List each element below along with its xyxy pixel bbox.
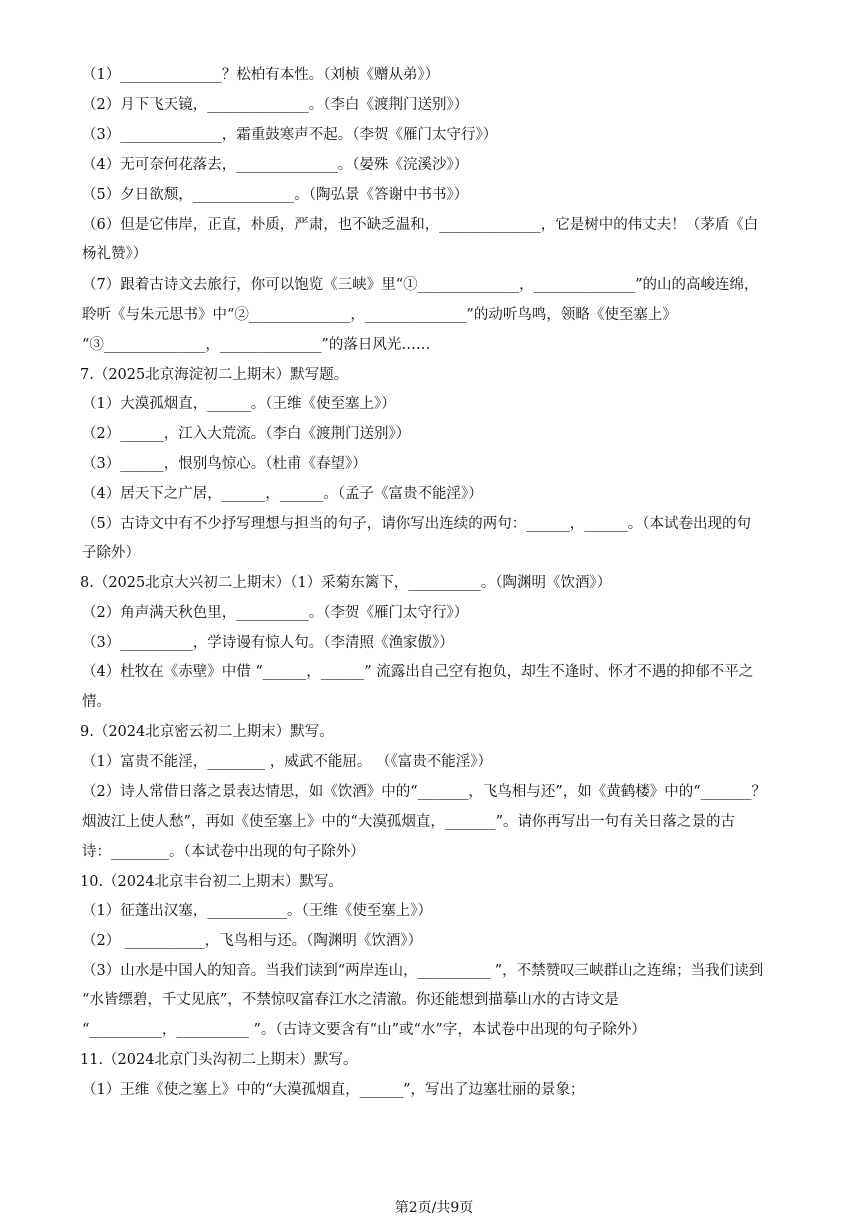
q7-item-3: （3）______，恨别鸟惊心。（杜甫《春望》）	[82, 456, 367, 472]
q9-item-1: （1）富贵不能淫，________ ，威武不能屈。 （《富贵不能淫》）	[82, 754, 492, 770]
q6-item-6: （6）但是它伟岸，正直，朴质，严肃，也不缺乏温和，______________，它是树中的伟丈夫！（茅盾《白	[82, 217, 759, 233]
q9-item-2-cont: 烟波江上使人愁”，再如《使至塞上》中的“大漠孤烟直，_______”。请你再写出一句有关日落之景的古	[82, 814, 735, 830]
q7-item-2: （2）______，江入大荒流。（李白《渡荆门送别》）	[82, 426, 411, 442]
q9-item-2-cont2: 诗：________。（本试卷中出现的句子除外）	[82, 844, 365, 860]
q6-item-7-cont: 聆听《与朱元思书》中“②______________，______________”的动听鸟鸣，领略《使至塞上》	[82, 307, 677, 323]
q8-item-2: （2）角声满天秋色里，__________。（李贺《雁门太守行》）	[82, 605, 469, 621]
q10-item-1: （1）征蓬出汉塞，___________。（王维《使至塞上》）	[82, 903, 432, 919]
q6-item-3: （3）______________，霜重鼓寒声不起。（李贺《雁门太守行》）	[82, 127, 498, 143]
q10-item-3-cont: “水皆缥碧，千丈见底”，不禁惊叹富春江水之清澈。你还能想到描摹山水的古诗文是	[82, 992, 619, 1008]
question-10-heading: 10.（2024北京丰台初二上期末）默写。	[80, 874, 343, 890]
q10-item-2: （2） ___________，飞鸟相与还。（陶渊明《饮酒》）	[82, 933, 423, 949]
q7-item-5: （5）古诗文中有不少抒写理想与担当的句子，请你写出连续的两句：______，______。（本试卷出现的句	[82, 516, 751, 532]
q6-item-2: （2）月下飞天镜，______________。（李白《渡荆门送别》）	[82, 97, 469, 113]
question-11-heading: 11.（2024北京门头沟初二上期末）默写。	[80, 1052, 358, 1068]
q7-item-5-cont: 子除外）	[82, 545, 140, 561]
q8-item-4: （4）杜牧在《赤壁》中借 “______，______” 流露出自己空有抱负，却生不逢时、怀才不遇的抑郁不平之	[82, 664, 754, 680]
page-footer: 第2页/共9页	[394, 1200, 474, 1216]
q10-item-3: （3）山水是中国人的知音。当我们读到“两岸连山，__________ ”，不禁赞叹三峡群山之连绵；当我们读到	[82, 963, 764, 979]
q8-item-3: （3）__________，学诗谩有惊人句。（李清照《渔家傲》）	[82, 635, 454, 651]
q6-item-6-cont: 杨礼赞》）	[82, 246, 148, 262]
q10-item-3-cont2: “__________，__________ ”。（古诗文要含有“山”或“水”字，本试卷中出现的句子除外）	[82, 1022, 646, 1038]
q6-item-1: （1）______________？松柏有本性。（刘桢《赠从弟》）	[82, 67, 440, 83]
q7-item-4: （4）居天下之广居，______，______。（孟子《富贵不能淫》）	[82, 486, 483, 502]
question-8-heading: 8.（2025北京大兴初二上期末）（1）采菊东篱下，__________。（陶渊明《饮酒》）	[80, 575, 612, 591]
q7-item-1: （1）大漠孤烟直，______。（王维《使至塞上》）	[82, 396, 396, 412]
question-9-heading: 9.（2024北京密云初二上期末）默写。	[80, 724, 334, 740]
question-7-heading: 7.（2025北京海淀初二上期末）默写题。	[80, 367, 349, 383]
q8-item-4-cont: 情。	[82, 694, 111, 710]
q9-item-2: （2）诗人常借日落之景表达情思，如《饮酒》中的“_______，飞鸟相与还”，如《黄鹤楼》中的“_______？	[82, 784, 766, 800]
q6-item-4: （4）无可奈何花落去，______________。（晏殊《浣溪沙》）	[82, 157, 469, 173]
q6-item-5: （5）夕日欲颓，______________。（陶弘景《答谢中书书》）	[82, 187, 469, 203]
q6-item-7-cont2: “③______________，______________”的落日风光……	[82, 337, 431, 353]
q6-item-7: （7）跟着古诗文去旅行，你可以饱览《三峡》里“①______________，______________”的山的高峻连绵，	[82, 277, 759, 293]
q11-item-1: （1）王维《使之塞上》中的“大漠孤烟直，______”，写出了边塞壮丽的景象；	[82, 1082, 585, 1098]
